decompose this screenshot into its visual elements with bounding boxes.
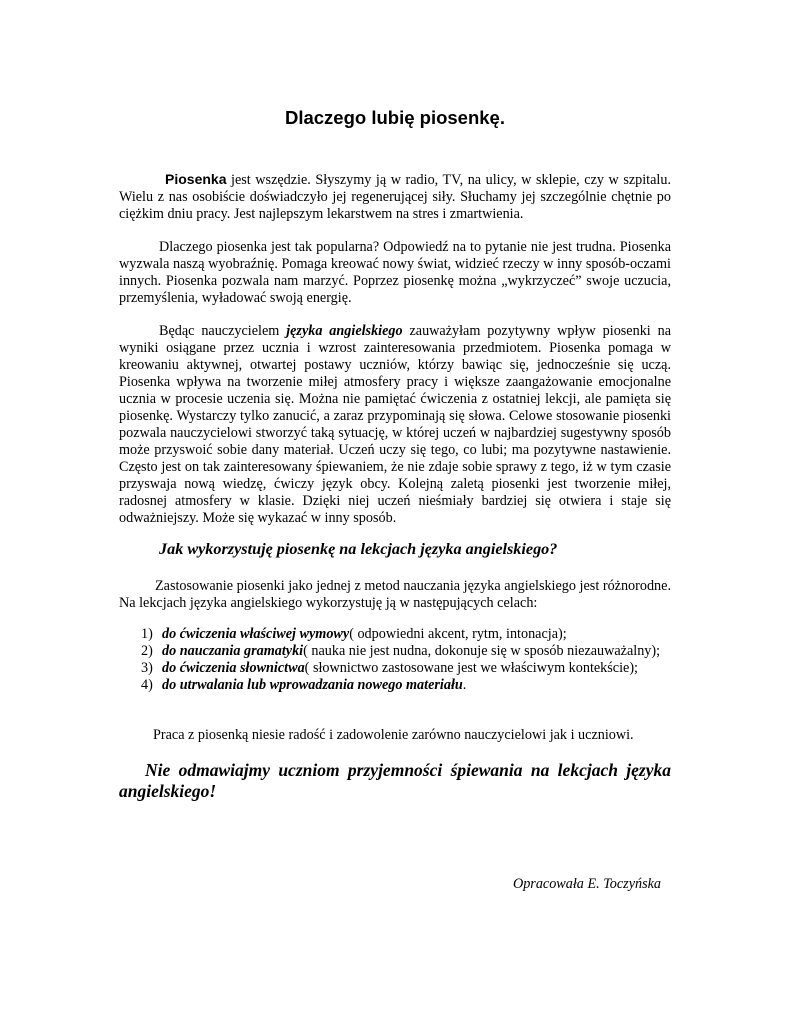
paragraph-intro	[119, 171, 671, 223]
list-item-text: ( nauka nie jest nudna, dokonuje się w sposób niezauważalny);	[303, 643, 661, 659]
list-item-number: 1)	[141, 626, 153, 642]
list-item-emphasis: do ćwiczenia słownictwa	[162, 660, 305, 676]
section-subheading: Jak wykorzystuję piosenkę na lekcjach języka angielskiego?	[159, 540, 558, 558]
list-item-text: .	[462, 677, 467, 693]
list-item-emphasis: do utrwalania lub wprowadzania nowego materiału	[162, 677, 463, 693]
list-item-number: 2)	[141, 643, 153, 659]
list-item	[119, 643, 671, 660]
list-item	[119, 677, 671, 694]
closing-statement: Nie odmawiajmy uczniom przyjemności śpiewania na lekcjach języka angielskiego!	[119, 760, 671, 801]
list-item-text: ( słownictwo zastosowane jest we właściwym kontekście);	[304, 660, 638, 676]
paragraph-joy: Praca z piosenką niesie radość i zadowolenie zarówno nauczycielowi jak i uczniowi.	[153, 727, 634, 743]
list-item-number: 3)	[141, 660, 153, 676]
paragraph-teacher-text-start: Będąc nauczycielem	[159, 323, 287, 339]
paragraph-intro-lead-word: Piosenka	[165, 171, 227, 187]
document-title: Dlaczego lubię piosenkę.	[284, 107, 505, 128]
list-item-emphasis: do ćwiczenia właściwej wymowy	[162, 626, 350, 642]
paragraph-teacher-emphasis: języka angielskiego	[286, 323, 403, 339]
usage-goals-list	[119, 626, 671, 694]
list-item-emphasis: do nauczania gramatyki	[162, 643, 304, 659]
paragraph-popularity: Dlaczego piosenka jest tak popularna? Odpowiedź na to pytanie nie jest trudna. Piosenka wyzwala naszą wyobraźnię. Pomaga kreować nowy świat, widzieć rzeczy w inny sposób-oczami innych. Piosenka pozwala nam marzyć. Poprzez piosenkę można „wykrzyczeć” swoje uczucia, przemyślenia, wyładować swoją energię.	[119, 239, 671, 306]
list-item	[119, 660, 671, 677]
list-item-text: ( odpowiedni akcent, rytm, intonacja);	[349, 626, 567, 642]
paragraph-teacher-experience	[119, 323, 671, 527]
list-item	[119, 626, 671, 643]
paragraph-usage-intro: Zastosowanie piosenki jako jednej z metod nauczania języka angielskiego jest różnorodne. Na lekcjach języka angielskiego wykorzystuję ją w następujących celach:	[119, 578, 671, 611]
paragraph-teacher-text-end: zauważyłam pozytywny wpływ piosenki na wyniki osiągane przez ucznia i wzrost zainteresowania przedmiotem. Piosenka pomaga w kreowaniu aktywnej, otwartej postawy uczniów, którzy bawiąc się, jednocześnie się uczą. Piosenka wpływa na tworzenie miłej atmosfery pracy i większe zaangażowanie emocjonalne ucznia w procesie uczenia się. Można nie pamiętać ćwiczenia z ostatniej lekcji, ale pamięta się piosenkę. Wystarczy tylko zanucić, a zaraz przypominają się słowa. Celowe stosowanie piosenki pozwala nauczycielowi stworzyć taką sytuację, w której uczeń w najbardziej sugestywny sposób może przyswoić sobie dany materiał. Uczeń uczy się tego, co lubi; ma pozytywne nastawienie. Często jest on tak zainteresowany śpiewaniem, że nie zdaje sobie sprawy z tego, iż w tym czasie przyswaja nową wiedzę, ćwiczy język obcy. Kolejną zaletą piosenki jest tworzenie miłej, radosnej atmosfery w klasie. Dzięki niej uczeń nieśmiały bardziej się otwiera i staje się odważniejszy. Może się wykazać w inny sposób.	[119, 323, 671, 526]
author-signature: Opracowała E. Toczyńska	[512, 876, 661, 892]
list-item-number: 4)	[141, 677, 153, 693]
paragraph-intro-text: jest wszędzie. Słyszymy ją w radio, TV, na ulicy, w sklepie, czy w szpitalu. Wielu z nas osobiście doświadczyło jej regenerującej siły. Słuchamy jej szczególnie chętnie po ciężkim dniu pracy. Jest najlepszym lekarstwem na stres i zmartwienia.	[119, 172, 671, 222]
